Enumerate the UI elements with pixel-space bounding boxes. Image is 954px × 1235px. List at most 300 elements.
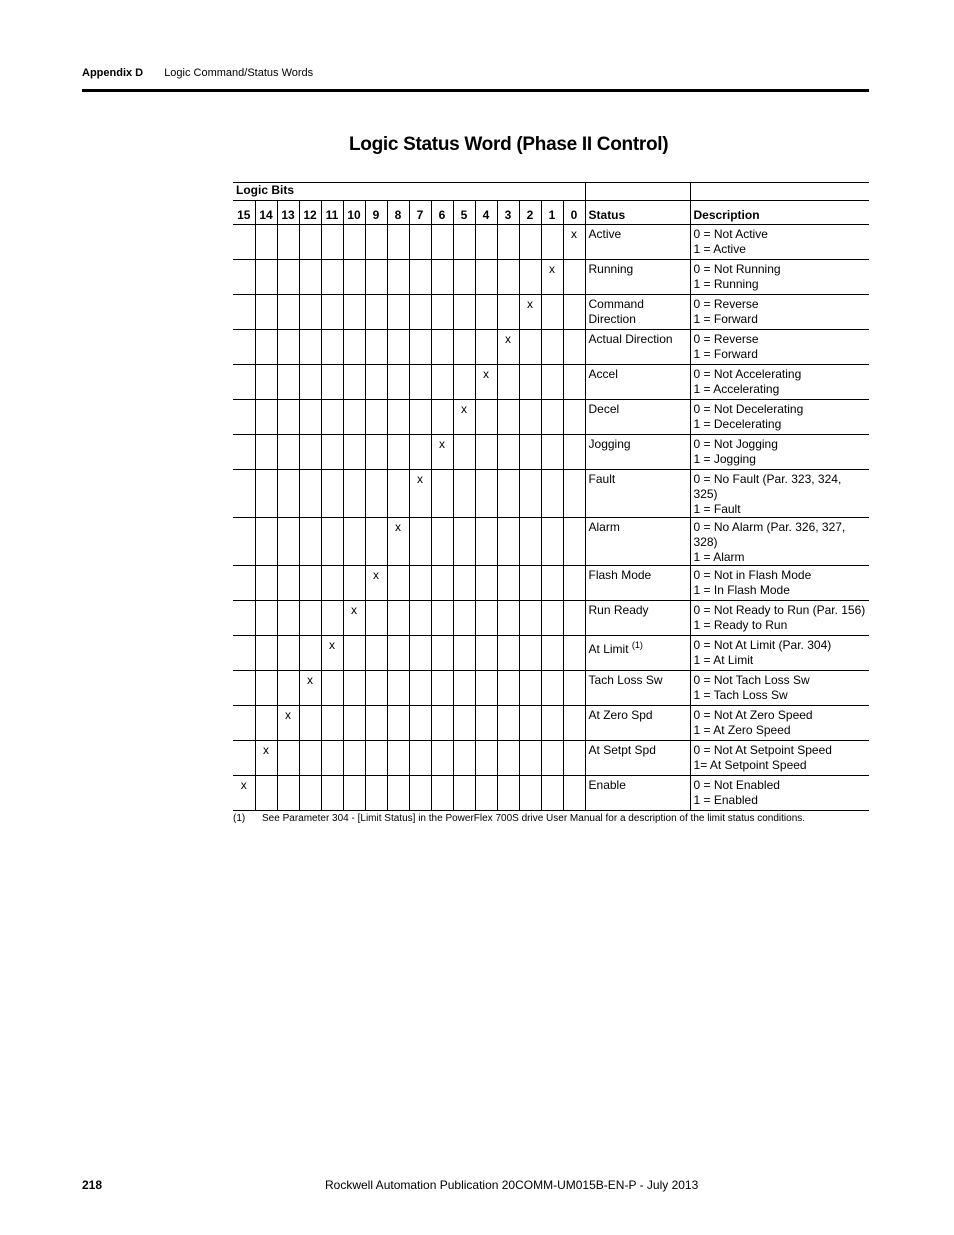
status-cell bbox=[585, 435, 690, 470]
bit-cell-4 bbox=[475, 636, 497, 671]
bit-cell-11 bbox=[321, 706, 343, 741]
bit-cell-11 bbox=[321, 400, 343, 435]
description-line-0: 0 = No Fault (Par. 323, 324, 325) bbox=[693, 472, 842, 501]
table-row bbox=[233, 435, 869, 470]
bit-cell-13 bbox=[277, 470, 299, 518]
bit-cell-12 bbox=[299, 518, 321, 566]
bit-cell-4 bbox=[475, 706, 497, 741]
bit-cell-6 bbox=[431, 671, 453, 706]
table-row bbox=[233, 400, 869, 435]
bit-mark: x bbox=[299, 671, 321, 706]
bit-cell-12 bbox=[299, 566, 321, 601]
description-cell bbox=[690, 601, 869, 636]
status-header: Status bbox=[585, 201, 690, 225]
bit-mark: x bbox=[409, 470, 431, 518]
bit-cell-12 bbox=[299, 330, 321, 365]
bit-cell-9 bbox=[365, 470, 387, 518]
bit-header-15: 15 bbox=[233, 201, 255, 225]
bit-cell-11 bbox=[321, 741, 343, 776]
table-row bbox=[233, 260, 869, 295]
description-line-1: 1 = Accelerating bbox=[693, 382, 780, 396]
bit-cell-1 bbox=[541, 741, 563, 776]
bit-cell-8 bbox=[387, 365, 409, 400]
bit-cell-11 bbox=[321, 566, 343, 601]
status-cell bbox=[585, 400, 690, 435]
table-row bbox=[233, 601, 869, 636]
table-row bbox=[233, 330, 869, 365]
bit-header-8: 8 bbox=[387, 201, 409, 225]
bit-cell-11 bbox=[321, 776, 343, 811]
bit-mark: x bbox=[519, 295, 541, 330]
bit-cell-3 bbox=[497, 435, 519, 470]
status-cell bbox=[585, 601, 690, 636]
description-line-1: 1 = In Flash Mode bbox=[693, 583, 790, 597]
bit-cell-13 bbox=[277, 260, 299, 295]
bit-cell-4 bbox=[475, 435, 497, 470]
bit-cell-0 bbox=[563, 671, 585, 706]
bit-header-12: 12 bbox=[299, 201, 321, 225]
description-line-1: 1 = Fault bbox=[693, 502, 741, 516]
description-line-1: 1 = Decelerating bbox=[693, 417, 782, 431]
description-cell bbox=[690, 365, 869, 400]
description-line-0: 0 = Not Accelerating bbox=[693, 367, 802, 381]
bit-cell-15 bbox=[233, 741, 255, 776]
table-row bbox=[233, 741, 869, 776]
bit-cell-15 bbox=[233, 260, 255, 295]
bit-cell-2 bbox=[519, 225, 541, 260]
description-line-1: 1 = Forward bbox=[693, 312, 758, 326]
table-row bbox=[233, 566, 869, 601]
footnote-text: See Parameter 304 - [Limit Status] in the PowerFlex 700S drive User Manual for a description of the limit status conditions. bbox=[262, 813, 806, 824]
table-row bbox=[233, 671, 869, 706]
bit-cell-5 bbox=[453, 636, 475, 671]
bit-cell-8 bbox=[387, 470, 409, 518]
bit-cell-3 bbox=[497, 295, 519, 330]
status-name: Decel bbox=[588, 402, 620, 416]
description-line-1: 1 = Ready to Run bbox=[693, 618, 788, 632]
bit-cell-10 bbox=[343, 566, 365, 601]
bit-cell-6 bbox=[431, 330, 453, 365]
bit-cell-12 bbox=[299, 706, 321, 741]
status-cell bbox=[585, 225, 690, 260]
bit-cell-8 bbox=[387, 601, 409, 636]
bit-cell-14 bbox=[255, 566, 277, 601]
bit-cell-9 bbox=[365, 295, 387, 330]
bit-cell-8 bbox=[387, 435, 409, 470]
bit-cell-14 bbox=[255, 470, 277, 518]
bit-cell-5 bbox=[453, 601, 475, 636]
bit-cell-5 bbox=[453, 776, 475, 811]
description-cell bbox=[690, 295, 869, 330]
bit-cell-6 bbox=[431, 776, 453, 811]
bit-cell-1 bbox=[541, 400, 563, 435]
bit-cell-6 bbox=[431, 225, 453, 260]
bit-cell-0 bbox=[563, 400, 585, 435]
bit-cell-11 bbox=[321, 225, 343, 260]
status-cell bbox=[585, 518, 690, 566]
bit-cell-4 bbox=[475, 295, 497, 330]
bit-mark: x bbox=[497, 330, 519, 365]
bit-cell-4 bbox=[475, 566, 497, 601]
description-line-1: 1 = Alarm bbox=[693, 550, 745, 564]
status-cell bbox=[585, 470, 690, 518]
bit-cell-7 bbox=[409, 295, 431, 330]
publication-info: Rockwell Automation Publication 20COMM-UM015B-EN-P - July 2013 bbox=[325, 1178, 699, 1192]
bit-cell-5 bbox=[453, 225, 475, 260]
bit-mark: x bbox=[563, 225, 585, 260]
bit-header-13: 13 bbox=[277, 201, 299, 225]
bit-header-10: 10 bbox=[343, 201, 365, 225]
bit-cell-15 bbox=[233, 636, 255, 671]
description-line-0: 0 = Reverse bbox=[693, 297, 759, 311]
bit-cell-2 bbox=[519, 435, 541, 470]
running-header bbox=[82, 67, 313, 79]
description-cell bbox=[690, 225, 869, 260]
bit-cell-14 bbox=[255, 776, 277, 811]
bit-cell-4 bbox=[475, 601, 497, 636]
bit-cell-2 bbox=[519, 706, 541, 741]
bit-cell-3 bbox=[497, 518, 519, 566]
description-cell bbox=[690, 330, 869, 365]
bit-cell-0 bbox=[563, 741, 585, 776]
bit-mark: x bbox=[365, 566, 387, 601]
bit-cell-8 bbox=[387, 400, 409, 435]
bit-cell-6 bbox=[431, 601, 453, 636]
bit-mark: x bbox=[541, 260, 563, 295]
bit-cell-6 bbox=[431, 295, 453, 330]
description-cell bbox=[690, 566, 869, 601]
bit-cell-3 bbox=[497, 400, 519, 435]
bit-cell-1 bbox=[541, 636, 563, 671]
description-cell bbox=[690, 706, 869, 741]
description-line-0: 0 = Not in Flash Mode bbox=[693, 568, 812, 582]
footnote-mark: (1) bbox=[233, 813, 246, 824]
bit-cell-8 bbox=[387, 566, 409, 601]
bit-cell-12 bbox=[299, 470, 321, 518]
header-rule bbox=[82, 89, 869, 92]
bit-cell-9 bbox=[365, 518, 387, 566]
bit-cell-9 bbox=[365, 776, 387, 811]
bit-cell-10 bbox=[343, 260, 365, 295]
status-cell bbox=[585, 330, 690, 365]
bit-cell-13 bbox=[277, 566, 299, 601]
bit-cell-15 bbox=[233, 706, 255, 741]
bit-cell-0 bbox=[563, 295, 585, 330]
bit-cell-12 bbox=[299, 636, 321, 671]
bit-cell-13 bbox=[277, 435, 299, 470]
bit-cell-9 bbox=[365, 330, 387, 365]
bit-cell-0 bbox=[563, 636, 585, 671]
bit-cell-15 bbox=[233, 365, 255, 400]
status-header-spacer bbox=[585, 183, 690, 201]
bit-cell-15 bbox=[233, 400, 255, 435]
bit-cell-3 bbox=[497, 706, 519, 741]
bit-cell-6 bbox=[431, 470, 453, 518]
bit-cell-3 bbox=[497, 365, 519, 400]
bit-header-9: 9 bbox=[365, 201, 387, 225]
bit-cell-2 bbox=[519, 776, 541, 811]
bit-cell-3 bbox=[497, 776, 519, 811]
status-name: Flash Mode bbox=[588, 568, 652, 582]
bit-cell-6 bbox=[431, 706, 453, 741]
bit-cell-1 bbox=[541, 518, 563, 566]
bit-cell-8 bbox=[387, 671, 409, 706]
bit-cell-9 bbox=[365, 706, 387, 741]
bit-cell-1 bbox=[541, 365, 563, 400]
bit-cell-4 bbox=[475, 260, 497, 295]
bit-cell-1 bbox=[541, 566, 563, 601]
appendix-label: Appendix D bbox=[82, 67, 144, 79]
section-label: Logic Command/Status Words bbox=[164, 67, 314, 79]
bit-cell-13 bbox=[277, 400, 299, 435]
page-number: 218 bbox=[82, 1178, 103, 1192]
bit-cell-9 bbox=[365, 601, 387, 636]
bit-cell-14 bbox=[255, 636, 277, 671]
bit-header-2: 2 bbox=[519, 201, 541, 225]
bit-cell-13 bbox=[277, 671, 299, 706]
bit-cell-5 bbox=[453, 330, 475, 365]
bit-cell-1 bbox=[541, 435, 563, 470]
bit-cell-13 bbox=[277, 601, 299, 636]
bit-cell-11 bbox=[321, 260, 343, 295]
bit-cell-2 bbox=[519, 470, 541, 518]
bit-cell-8 bbox=[387, 636, 409, 671]
bit-cell-6 bbox=[431, 260, 453, 295]
bit-header-1: 1 bbox=[541, 201, 563, 225]
bit-cell-2 bbox=[519, 566, 541, 601]
table-header-row-1 bbox=[233, 183, 869, 201]
bit-cell-7 bbox=[409, 566, 431, 601]
bit-cell-14 bbox=[255, 671, 277, 706]
bit-cell-10 bbox=[343, 225, 365, 260]
description-line-0: 0 = Not Tach Loss Sw bbox=[693, 673, 810, 687]
status-name: Accel bbox=[588, 367, 618, 381]
description-cell bbox=[690, 435, 869, 470]
bit-cell-9 bbox=[365, 365, 387, 400]
bit-cell-13 bbox=[277, 225, 299, 260]
bit-cell-1 bbox=[541, 706, 563, 741]
bit-cell-4 bbox=[475, 776, 497, 811]
status-name: At Setpt Spd bbox=[588, 743, 656, 757]
table-row bbox=[233, 225, 869, 260]
bit-cell-5 bbox=[453, 706, 475, 741]
bit-cell-9 bbox=[365, 636, 387, 671]
description-cell bbox=[690, 518, 869, 566]
bit-header-0: 0 bbox=[563, 201, 585, 225]
table-row bbox=[233, 295, 869, 330]
bit-cell-13 bbox=[277, 636, 299, 671]
bit-cell-12 bbox=[299, 776, 321, 811]
page-title: Logic Status Word (Phase II Control) bbox=[349, 134, 669, 155]
bit-cell-4 bbox=[475, 400, 497, 435]
bit-cell-15 bbox=[233, 671, 255, 706]
bit-cell-10 bbox=[343, 435, 365, 470]
bit-cell-3 bbox=[497, 566, 519, 601]
bit-mark: x bbox=[475, 365, 497, 400]
description-line-1: 1 = Tach Loss Sw bbox=[693, 688, 788, 702]
bit-cell-6 bbox=[431, 566, 453, 601]
bit-cell-4 bbox=[475, 671, 497, 706]
bit-cell-6 bbox=[431, 518, 453, 566]
description-line-1: 1= At Setpoint Speed bbox=[693, 758, 807, 772]
bit-cell-10 bbox=[343, 671, 365, 706]
bit-cell-4 bbox=[475, 225, 497, 260]
bit-mark: x bbox=[343, 601, 365, 636]
bit-cell-15 bbox=[233, 566, 255, 601]
bit-cell-0 bbox=[563, 601, 585, 636]
bit-cell-14 bbox=[255, 260, 277, 295]
bit-cell-13 bbox=[277, 295, 299, 330]
bit-cell-12 bbox=[299, 365, 321, 400]
table-header-row-2 bbox=[233, 201, 869, 225]
description-line-0: 0 = Not Jogging bbox=[693, 437, 778, 451]
bit-cell-2 bbox=[519, 741, 541, 776]
bit-cell-13 bbox=[277, 741, 299, 776]
bit-cell-7 bbox=[409, 225, 431, 260]
bit-cell-2 bbox=[519, 601, 541, 636]
bit-cell-8 bbox=[387, 330, 409, 365]
bit-mark: x bbox=[255, 741, 277, 776]
bit-cell-12 bbox=[299, 295, 321, 330]
bit-cell-9 bbox=[365, 741, 387, 776]
bit-cell-9 bbox=[365, 225, 387, 260]
status-name: At Zero Spd bbox=[588, 708, 653, 722]
bit-cell-13 bbox=[277, 518, 299, 566]
bit-cell-14 bbox=[255, 400, 277, 435]
bit-cell-10 bbox=[343, 706, 365, 741]
bit-cell-7 bbox=[409, 365, 431, 400]
description-line-0: 0 = Reverse bbox=[693, 332, 759, 346]
bit-cell-1 bbox=[541, 776, 563, 811]
description-cell bbox=[690, 470, 869, 518]
bit-cell-10 bbox=[343, 741, 365, 776]
bit-cell-12 bbox=[299, 601, 321, 636]
bit-cell-5 bbox=[453, 518, 475, 566]
bit-cell-10 bbox=[343, 518, 365, 566]
bit-header-6: 6 bbox=[431, 201, 453, 225]
bit-cell-12 bbox=[299, 400, 321, 435]
bit-cell-4 bbox=[475, 470, 497, 518]
logic-status-table bbox=[233, 182, 869, 811]
description-line-0: 0 = No Alarm (Par. 326, 327, 328) bbox=[693, 520, 846, 549]
bit-cell-11 bbox=[321, 330, 343, 365]
bit-cell-2 bbox=[519, 636, 541, 671]
bit-mark: x bbox=[431, 435, 453, 470]
status-cell bbox=[585, 566, 690, 601]
bit-cell-0 bbox=[563, 330, 585, 365]
status-cell bbox=[585, 671, 690, 706]
bit-header-3: 3 bbox=[497, 201, 519, 225]
description-header-spacer bbox=[690, 183, 869, 201]
bit-cell-5 bbox=[453, 295, 475, 330]
description-line-0: 0 = Not Decelerating bbox=[693, 402, 804, 416]
bit-mark: x bbox=[453, 400, 475, 435]
table-row bbox=[233, 706, 869, 741]
bit-cell-4 bbox=[475, 518, 497, 566]
description-line-1: 1 = Jogging bbox=[693, 452, 756, 466]
status-name: At Limit bbox=[588, 642, 629, 656]
bit-cell-3 bbox=[497, 225, 519, 260]
description-line-0: 0 = Not At Setpoint Speed bbox=[693, 743, 832, 757]
bit-cell-14 bbox=[255, 365, 277, 400]
status-name: Running bbox=[588, 262, 634, 276]
bit-cell-1 bbox=[541, 601, 563, 636]
description-cell bbox=[690, 400, 869, 435]
bit-cell-7 bbox=[409, 330, 431, 365]
bit-cell-10 bbox=[343, 776, 365, 811]
bit-cell-3 bbox=[497, 260, 519, 295]
bit-cell-6 bbox=[431, 365, 453, 400]
description-line-1: 1 = Forward bbox=[693, 347, 758, 361]
bit-cell-10 bbox=[343, 330, 365, 365]
bit-cell-6 bbox=[431, 636, 453, 671]
bit-cell-5 bbox=[453, 566, 475, 601]
bit-cell-15 bbox=[233, 601, 255, 636]
bit-cell-8 bbox=[387, 741, 409, 776]
bit-cell-14 bbox=[255, 225, 277, 260]
description-line-0: 0 = Not Running bbox=[693, 262, 781, 276]
status-cell bbox=[585, 636, 690, 671]
description-cell bbox=[690, 671, 869, 706]
bit-cell-15 bbox=[233, 435, 255, 470]
table-row bbox=[233, 470, 869, 518]
bit-header-5: 5 bbox=[453, 201, 475, 225]
bit-cell-12 bbox=[299, 225, 321, 260]
bit-cell-10 bbox=[343, 295, 365, 330]
bit-cell-8 bbox=[387, 706, 409, 741]
bit-cell-11 bbox=[321, 671, 343, 706]
bit-cell-5 bbox=[453, 435, 475, 470]
bit-cell-13 bbox=[277, 330, 299, 365]
bit-cell-0 bbox=[563, 566, 585, 601]
bit-mark: x bbox=[387, 518, 409, 566]
bit-cell-14 bbox=[255, 295, 277, 330]
bit-cell-0 bbox=[563, 776, 585, 811]
bit-mark: x bbox=[321, 636, 343, 671]
description-line-1: 1 = Running bbox=[693, 277, 759, 291]
bit-cell-11 bbox=[321, 435, 343, 470]
bit-cell-13 bbox=[277, 365, 299, 400]
bit-cell-2 bbox=[519, 260, 541, 295]
bit-cell-10 bbox=[343, 400, 365, 435]
bit-cell-1 bbox=[541, 671, 563, 706]
status-name: Alarm bbox=[588, 520, 620, 534]
status-cell bbox=[585, 260, 690, 295]
table-row bbox=[233, 518, 869, 566]
bit-cell-15 bbox=[233, 295, 255, 330]
bit-header-14: 14 bbox=[255, 201, 277, 225]
bit-cell-2 bbox=[519, 518, 541, 566]
bit-cell-7 bbox=[409, 741, 431, 776]
description-cell bbox=[690, 776, 869, 811]
status-name: Enable bbox=[588, 778, 626, 792]
description-line-1: 1 = At Zero Speed bbox=[693, 723, 791, 737]
bit-cell-14 bbox=[255, 601, 277, 636]
footnote-reference: (1) bbox=[631, 640, 643, 650]
status-name: Active bbox=[588, 227, 622, 241]
bit-cell-7 bbox=[409, 260, 431, 295]
bit-header-7: 7 bbox=[409, 201, 431, 225]
status-name: Command Direction bbox=[588, 297, 644, 326]
bit-cell-15 bbox=[233, 225, 255, 260]
bit-cell-14 bbox=[255, 706, 277, 741]
status-cell bbox=[585, 776, 690, 811]
description-line-1: 1 = Active bbox=[693, 242, 746, 256]
description-line-1: 1 = At Limit bbox=[693, 653, 754, 667]
bit-cell-3 bbox=[497, 470, 519, 518]
table-row bbox=[233, 776, 869, 811]
bit-cell-11 bbox=[321, 365, 343, 400]
